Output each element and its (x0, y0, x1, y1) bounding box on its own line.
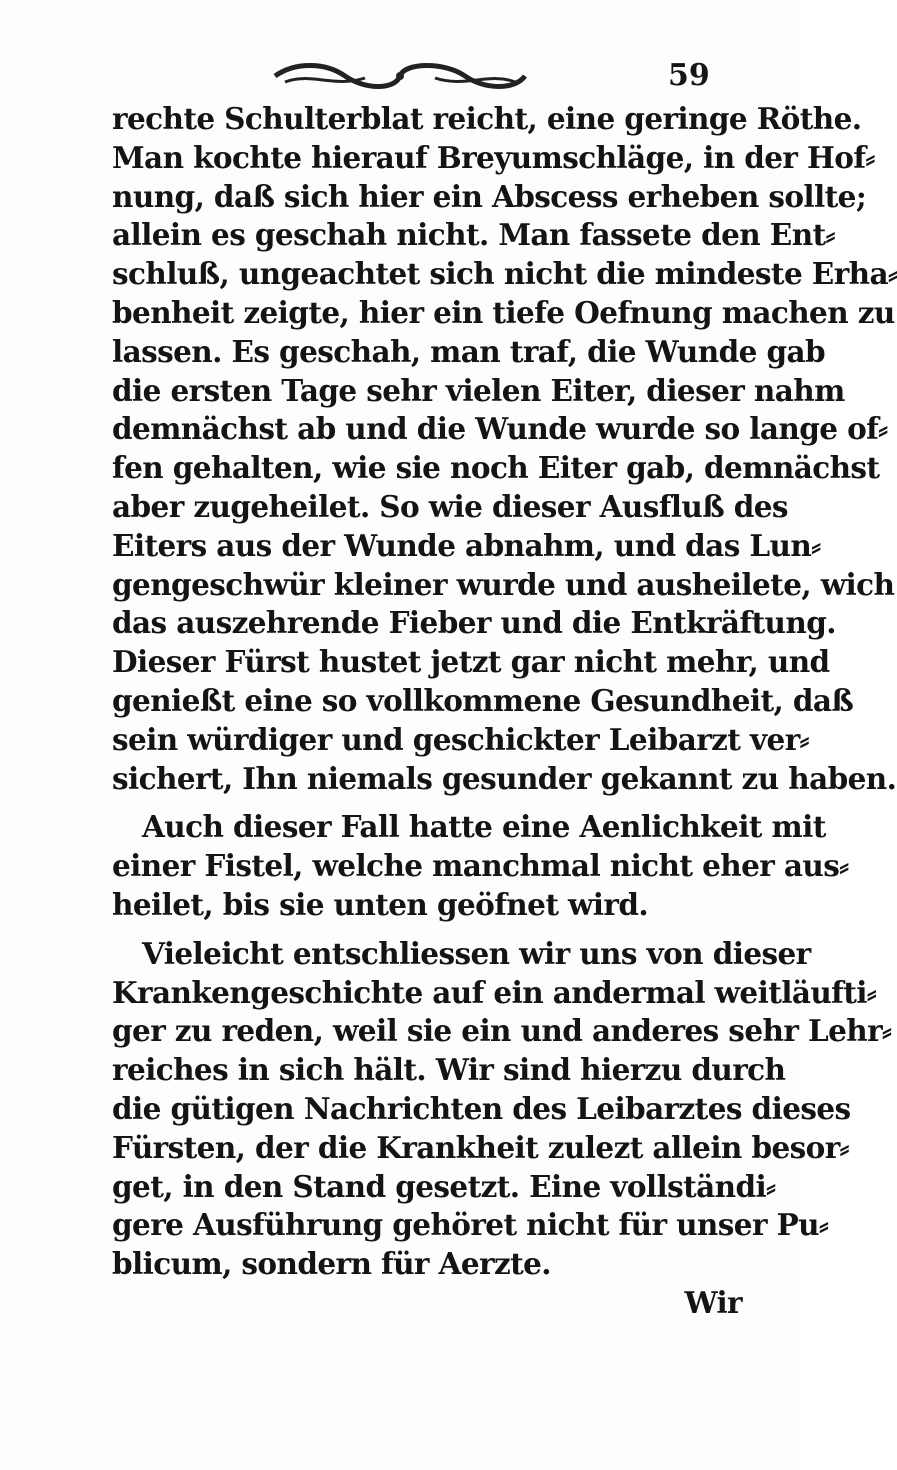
text-line: das auszehrende Fieber und die Entkräftung. (112, 605, 836, 641)
text-line: benheit zeigte, hier ein tiefe Oefnung machen zu (112, 294, 895, 330)
text-line: schluß, ungeachtet sich nicht die mindeste Erha⸗ (112, 256, 897, 292)
text-line: demnächst ab und die Wunde wurde so lange of⸗ (112, 411, 888, 447)
text-line: die ersten Tage sehr vielen Eiter, dieser nahm (112, 372, 845, 408)
text-line: fen gehalten, wie sie noch Eiter gab, demnächst (112, 450, 880, 486)
text-line: einer Fistel, welche manchmal nicht eher aus⸗ (112, 848, 849, 884)
header-ornament (265, 60, 535, 92)
text-line: nung, daß sich hier ein Abscess erheben sollte; (112, 178, 867, 214)
text-line: Krankengeschichte auf ein andermal weitläufti⸗ (112, 974, 877, 1010)
text-line: sichert, Ihn niemals gesunder gekannt zu haben. (112, 760, 897, 796)
text-line: Dieser Fürst hustet jetzt gar nicht mehr, und (112, 644, 830, 680)
text-line: Man kochte hierauf Breyumschläge, in der Hof⸗ (112, 139, 875, 175)
text-line: allein es geschah nicht. Man fassete den Ent⸗ (112, 217, 835, 253)
paragraph-1 (112, 100, 897, 798)
paragraph-2 (112, 808, 849, 924)
text-line: blicum, sondern für Aerzte. (112, 1246, 551, 1282)
text-line: reiches in sich hält. Wir sind hierzu durch (112, 1052, 786, 1088)
body-text (112, 100, 897, 1323)
text-line: gere Ausführung gehöret nicht für unser Pu⸗ (112, 1207, 829, 1243)
text-line: die gütigen Nachrichten des Leibarztes dieses (112, 1090, 851, 1126)
text-line: get, in den Stand gesetzt. Eine vollständi⸗ (112, 1168, 776, 1204)
text-line: Auch dieser Fall hatte eine Aenlichkeit mit (142, 809, 826, 845)
text-line: Fürsten, der die Krankheit zulezt allein besor⸗ (112, 1129, 849, 1165)
text-line: Eiters aus der Wunde abnahm, und das Lun⸗ (112, 527, 821, 563)
page-number: 59 (668, 58, 710, 93)
text-line: sein würdiger und geschickter Leibarzt ver⸗ (112, 721, 809, 757)
text-line: rechte Schulterblat reicht, eine geringe Röthe. (112, 101, 862, 136)
paragraph-3 (112, 935, 892, 1284)
text-line: lassen. Es geschah, man traf, die Wunde gab (112, 333, 826, 369)
text-line: Vieleicht entschliessen wir uns von dieser (142, 935, 811, 971)
text-line: aber zugeheilet. So wie dieser Ausfluß des (112, 488, 788, 524)
text-line: heilet, bis sie unten geöfnet wird. (112, 886, 649, 922)
catchword: Wir (684, 1284, 742, 1320)
text-line: ger zu reden, weil sie ein und anderes sehr Lehr⸗ (112, 1013, 892, 1049)
text-line: genießt eine so vollkommene Gesundheit, daß (112, 682, 854, 718)
text-line: gengeschwür kleiner wurde und ausheilete, wich (112, 566, 895, 602)
